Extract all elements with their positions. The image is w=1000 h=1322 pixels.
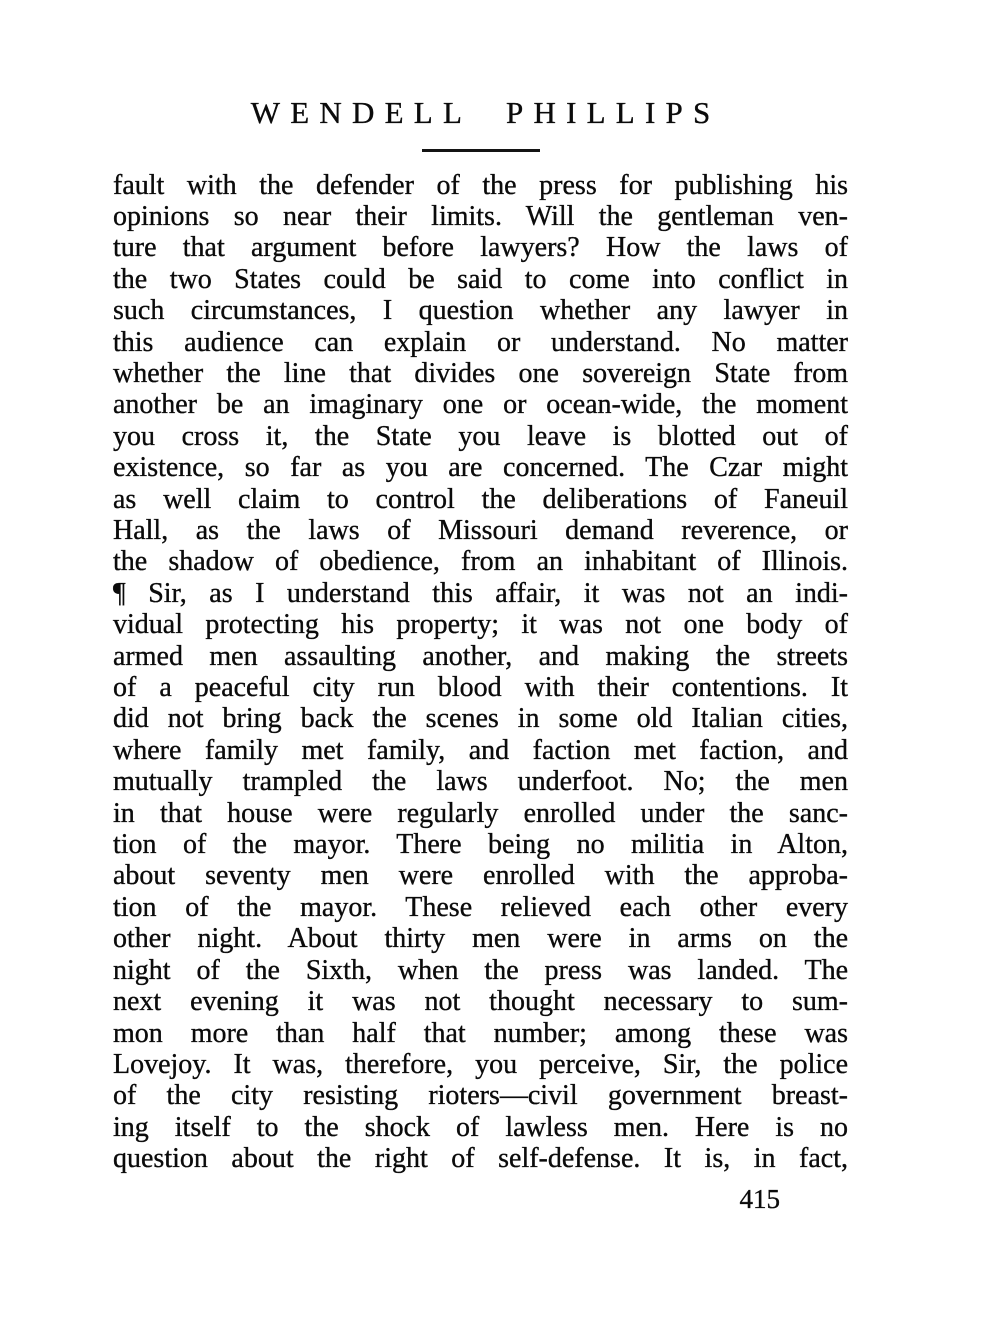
text-line: did not bring back the scenes in some old Italian cities, (113, 703, 848, 735)
text-column (113, 0, 848, 1214)
text-line: next evening it was not thought necessary to sum- (113, 986, 848, 1018)
text-line: in that house were regularly enrolled under the sanc- (113, 797, 848, 829)
body-text (113, 170, 848, 1175)
title-divider-rule (422, 149, 540, 152)
text-line: Lovejoy. It was, therefore, you perceive, Sir, the police (113, 1048, 848, 1080)
text-line: the shadow of obedience, from an inhabitant of Illinois. (113, 546, 848, 578)
text-line: night of the Sixth, when the press was landed. The (113, 954, 848, 986)
text-line: armed men assaulting another, and making the streets (113, 640, 848, 672)
text-line: another be an imaginary one or ocean-wide, the moment (113, 389, 848, 421)
text-line: as well claim to control the deliberations of Faneuil (113, 483, 848, 515)
text-line: where family met family, and faction met faction, and (113, 734, 848, 766)
text-line: mutually trampled the laws underfoot. No; the men (113, 766, 848, 798)
text-line: this audience can explain or understand. No matter (113, 326, 848, 358)
text-line: mon more than half that number; among these was (113, 1017, 848, 1049)
text-line: existence, so far as you are concerned. The Czar might (113, 452, 848, 484)
page-number: 415 (739, 1183, 780, 1214)
text-line: such circumstances, I question whether any lawyer in (113, 295, 848, 327)
text-line: whether the line that divides one sovereign State from (113, 357, 848, 389)
page-title: WENDELL PHILLIPS (250, 95, 721, 130)
text-line: tion of the mayor. There being no militia in Alton, (113, 829, 848, 861)
text-line: tion of the mayor. These relieved each other every (113, 891, 848, 923)
text-line: vidual protecting his property; it was not one body of (113, 609, 848, 641)
text-line: ture that argument before lawyers? How the laws of (113, 232, 848, 264)
text-line: other night. About thirty men were in arms on the (113, 923, 848, 955)
text-line: the two States could be said to come into conflict in (113, 263, 848, 295)
text-line: you cross it, the State you leave is blotted out of (113, 420, 848, 452)
text-line: ing itself to the shock of lawless men. Here is no (113, 1111, 848, 1143)
text-line: opinions so near their limits. Will the gentleman ven- (113, 200, 848, 232)
text-line: question about the right of self-defense. It is, in fact, (113, 1143, 848, 1175)
text-line: fault with the defender of the press for publishing his (113, 169, 848, 201)
text-line-with-pilcrow: ¶ Sir, as I understand this affair, it was not an indi- (113, 577, 848, 609)
text-line: of the city resisting rioters—civil government breast- (113, 1080, 848, 1112)
text-line: Hall, as the laws of Missouri demand reverence, or (113, 515, 848, 547)
text-line: of a peaceful city run blood with their contentions. It (113, 672, 848, 704)
text-line: about seventy men were enrolled with the approba- (113, 860, 848, 892)
